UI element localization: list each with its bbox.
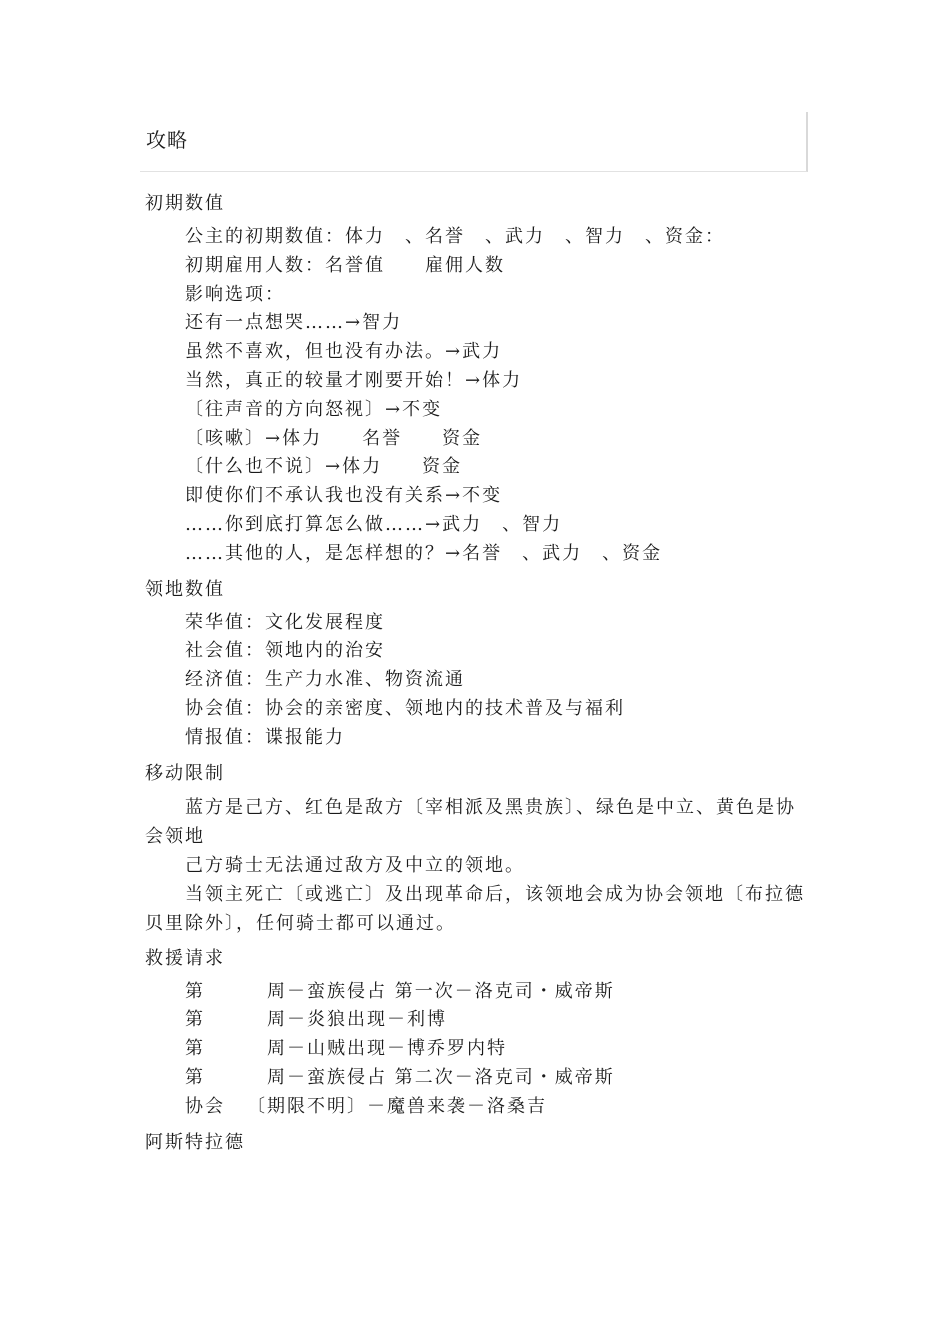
rescue-text: 〔期限不明〕－魔兽来袭－洛桑吉 [247, 1095, 547, 1117]
initial-line: ……你到底打算怎么做……→武力 、智力 [185, 513, 563, 535]
initial-line: 还有一点想哭……→智力 [185, 312, 403, 334]
territory-line: 经济值：生产力水准、物资流通 [185, 669, 465, 691]
initial-values-list [145, 223, 805, 569]
initial-line: 公主的初期数值：体力 、名誉 、武力 、智力 、资金： [185, 226, 725, 247]
rescue-text: 周－炎狼出现－利博 [267, 1009, 447, 1031]
initial-line: 〔什么也不说〕→体力 资金 [185, 456, 463, 478]
initial-line: 当然，真正的较量才刚要开始！→体力 [185, 369, 523, 391]
section-heading-rescue: 救援请求 [145, 947, 225, 969]
initial-line: 初期雇用人数：名誉值 雇佣人数 [185, 254, 505, 276]
initial-line: 〔往声音的方向怒视〕→不变 [185, 398, 443, 420]
page-title: 攻略 [146, 128, 188, 152]
section-heading-astrad: 阿斯特拉德 [145, 1131, 245, 1153]
movement-paragraph: 己方骑士无法通过敌方及中立的领地。 [185, 854, 525, 876]
rescue-text: 周－蛮族侵占 第一次－洛克司・威帝斯 [267, 980, 615, 1002]
title-box [140, 112, 808, 172]
movement-paragraph: 当领主死亡〔或逃亡〕及出现革命后，该领地会成为协会领地〔布拉德贝里除外〕，任何骑士都可以通过。 [145, 883, 805, 934]
rescue-text: 周－山贼出现－博乔罗内特 [267, 1038, 507, 1060]
section-heading-movement: 移动限制 [145, 762, 225, 784]
document-content [145, 189, 805, 1162]
rescue-label: 第 [185, 980, 205, 1002]
section-heading-territory: 领地数值 [145, 578, 225, 600]
initial-line: ……其他的人，是怎样想的？→名誉 、武力 、资金 [185, 542, 663, 564]
initial-line: 〔咳嗽〕→体力 名誉 资金 [185, 427, 483, 449]
movement-paragraphs [145, 793, 805, 938]
rescue-row [145, 1093, 805, 1122]
rescue-list [145, 978, 805, 1122]
movement-paragraph: 蓝方是己方、红色是敌方〔宰相派及黑贵族〕、绿色是中立、黄色是协会领地 [145, 796, 796, 847]
rescue-row [145, 978, 805, 1007]
rescue-label: 第 [185, 1009, 205, 1031]
rescue-text: 周－蛮族侵占 第二次－洛克司・威帝斯 [267, 1066, 615, 1088]
territory-line: 协会值：协会的亲密度、领地内的技术普及与福利 [185, 697, 625, 719]
territory-line: 情报值：谍报能力 [185, 726, 345, 748]
territory-line: 社会值：领地内的治安 [185, 640, 385, 662]
territory-values-list [145, 609, 805, 753]
initial-line: 即使你们不承认我也没有关系→不变 [185, 485, 503, 507]
rescue-row [145, 1035, 805, 1064]
rescue-row [145, 1064, 805, 1093]
rescue-label: 协会 [185, 1095, 225, 1117]
rescue-label: 第 [185, 1038, 205, 1060]
territory-line: 荣华值：文化发展程度 [185, 611, 385, 633]
initial-line: 虽然不喜欢，但也没有办法。→武力 [185, 341, 503, 363]
initial-line: 影响选项： [185, 283, 285, 305]
rescue-label: 第 [185, 1066, 205, 1088]
section-heading-initial: 初期数值 [145, 193, 225, 214]
rescue-row [145, 1006, 805, 1035]
